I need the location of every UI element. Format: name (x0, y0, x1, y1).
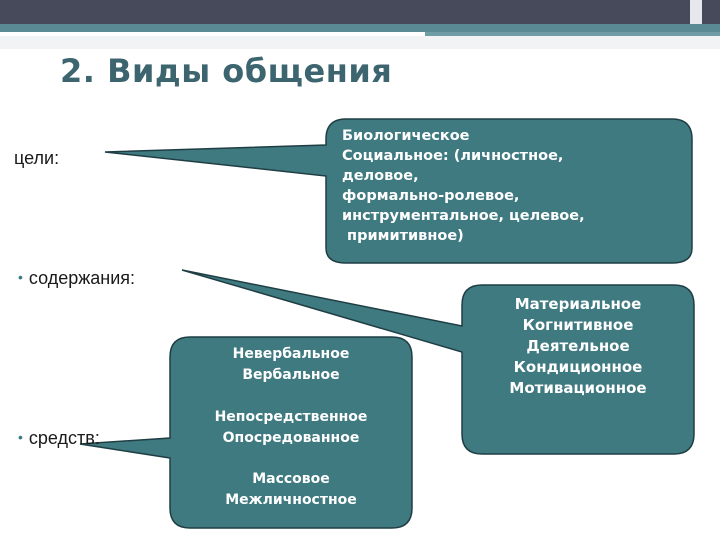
callout-line: Массовое (252, 471, 330, 488)
bullet-icon: • (18, 429, 23, 445)
callout-line: инструментальное, целевое, (342, 208, 585, 224)
label-content-item (18, 268, 135, 289)
callout-line: формально-ролевое, (342, 188, 520, 204)
callout-line: Вербальное (242, 367, 340, 384)
callout-line: Биологическое (342, 128, 470, 144)
callout-line (170, 449, 412, 469)
callout-line: деловое, (342, 168, 419, 184)
callout-line: примитивное) (342, 228, 464, 244)
label-means: средств: (28, 428, 100, 448)
callout-line: Межличностное (225, 492, 357, 509)
callout-line (170, 387, 412, 407)
callout-line: Деятельное (526, 337, 630, 355)
callout-line: Непосредственное (214, 408, 368, 425)
callout-line: Невербальное (232, 346, 350, 362)
callout-goals (342, 126, 585, 246)
slide-title: 2. Виды общения (60, 52, 393, 90)
callout-line: Кондиционное (513, 358, 643, 376)
callout-line: Материальное (514, 295, 642, 313)
label-means-item (18, 428, 100, 449)
label-goals: цели: (14, 148, 60, 168)
callout-line: Мотивационное (509, 379, 647, 397)
callout-line: Когнитивное (522, 316, 634, 334)
callout-content (462, 294, 694, 399)
bullet-icon: • (18, 269, 23, 285)
callout-line: Опосредованное (222, 429, 360, 446)
callout-line: Социальное: (личностное, (342, 148, 564, 164)
label-content: содержания: (28, 268, 136, 288)
callout-means (170, 344, 412, 512)
